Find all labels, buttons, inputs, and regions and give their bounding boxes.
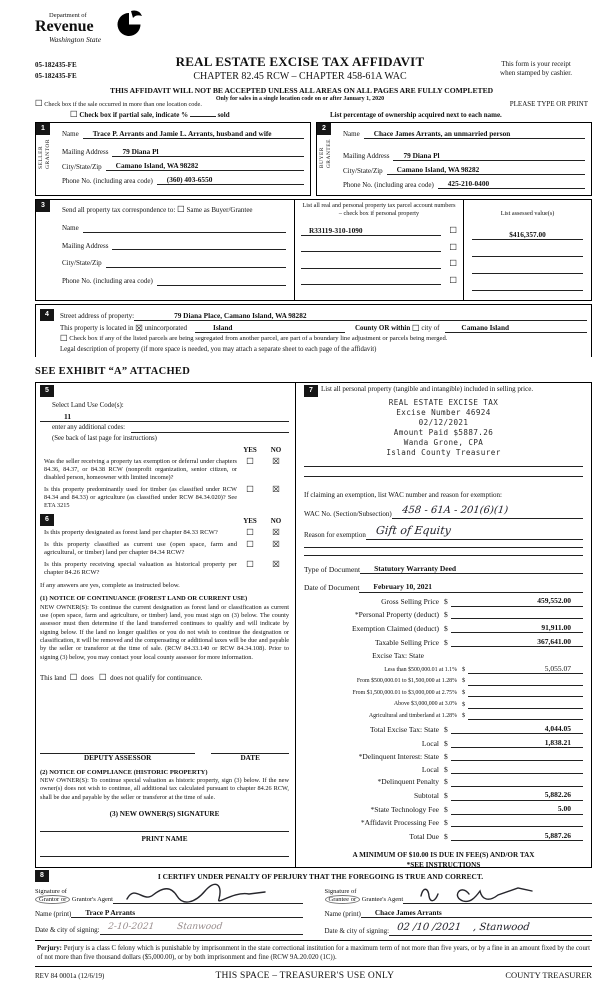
- stamp-amount-paid: Amount Paid $5887.26: [393, 427, 494, 437]
- dor-swirl-icon: [113, 10, 143, 43]
- grantee-name-print-label: Name (print): [324, 909, 361, 918]
- continuance-line: This land ☐ does ☐ does not qualify for continuance.: [40, 672, 203, 683]
- seller-mailing-value: 79 Diana Pl: [112, 147, 304, 157]
- county-or-label: County OR within: [354, 324, 411, 333]
- percent-sold-blank: [190, 116, 216, 117]
- dor-logo: [35, 12, 101, 44]
- does-checkbox: ☐: [69, 672, 78, 683]
- notice-1-body: NEW OWNER(S): To continue the current designation as forest land or classification as current use (open space, farm and agriculture, or timber) land, you must sign on (3) below. The county assessor must then determine if the land transferred continues to qualify and will indicate by signing below. If the land no longer qualifies or you do not wish to continue the designation or classification, it will be removed and the compensating or additional taxes will be due and payable by the seller or transferor at the time of sale. (RCW 84.33.140 or RCW 84.34.108). Prior to signing (3) below, you may contact your local county assessor for more information.: [40, 603, 289, 661]
- total-excise-state-label: Total Excise Tax: State: [369, 724, 439, 734]
- rate-1-label: Less than $500,000.01 at 1.1%: [384, 666, 457, 673]
- same-as-buyer-label: Same as Buyer/Grantee: [186, 206, 253, 214]
- parcel-numbers-column: [295, 199, 464, 301]
- s5-q2-no-checkbox: ☒: [272, 484, 280, 495]
- grantor-name-print-label: Name (print): [35, 909, 72, 918]
- grantee-signature-label: Signature of Grantee or Grantee's Agent: [324, 887, 404, 904]
- stamp-office: Island County Treasurer: [386, 447, 501, 457]
- total-excise-local-label: Local: [421, 738, 439, 748]
- assessed-blank-3: [472, 265, 583, 274]
- seller-phone-label: Phone No. (including area code): [62, 176, 153, 185]
- grantee-signing-date: 02 /10 /2021: [396, 922, 462, 934]
- partial-sale-line: [70, 111, 230, 120]
- buyer-mailing-value: 79 Diana Pl: [393, 151, 585, 161]
- city-value: Camano Island: [445, 323, 587, 333]
- treasurer-space-label: THIS SPACE – TREASURER'S USE ONLY: [215, 971, 395, 982]
- rate-2-label: From $500,000.01 to $1,500,000 at 1.28%: [356, 678, 457, 685]
- rate-5-value: [468, 712, 583, 720]
- s6-q1-no-checkbox: ☒: [272, 528, 280, 539]
- form-header: [0, 0, 600, 122]
- s5-question-2: Is this property predominantly used for timber (as classified under RCW 84.34 and 84.33) or agriculture (as classified under RCW 84.34.020)? See ETA 3215: [44, 485, 237, 509]
- subtotal-label: Subtotal: [413, 791, 439, 801]
- personal-property-deduct-value: [451, 611, 583, 619]
- stamp-cashier: Wanda Grone, CPA: [403, 437, 484, 447]
- total-due-value: 5,887.26: [451, 831, 583, 841]
- delinquent-interest-state-value: [451, 753, 583, 761]
- rate-2-value: [468, 678, 583, 686]
- document-codes: [35, 60, 77, 81]
- corr-city-blank: [106, 267, 286, 268]
- certify-statement: I CERTIFY UNDER PENALTY OF PERJURY THAT THE FOREGOING IS TRUE AND CORRECT.: [157, 871, 484, 881]
- total-excise-local-value: 1,838.21: [451, 738, 583, 748]
- s6-q2-no-checkbox: ☒: [272, 539, 280, 550]
- personal-property-blank-2: [304, 476, 583, 477]
- assessed-value-1: $416,357.00: [472, 230, 583, 240]
- gross-price-value: 459,552.00: [451, 596, 583, 606]
- notice-1-title: (1) NOTICE OF CONTINUANCE (FOREST LAND OR CURRENT USE): [40, 595, 248, 603]
- seller-name-value: Trace P. Arrants and Jamie L. Arrants, husband and wife: [83, 129, 304, 139]
- form-subtitle: CHAPTER 82.45 RCW – CHAPTER 458-61A WAC: [193, 71, 407, 83]
- corr-name-label: Name: [62, 223, 79, 232]
- personal-property-blank-1: [304, 466, 583, 467]
- print-name-label: PRINT NAME: [141, 835, 188, 844]
- s6-question-3: Is this property receiving special valuation as historical property per chapter 84.26 RCW?: [44, 560, 237, 577]
- rate-4-value: [468, 701, 583, 709]
- reason-blank-2: [304, 555, 583, 556]
- doc-type-label: Type of Document: [304, 564, 361, 574]
- doc-date-label: Date of Document: [304, 583, 360, 593]
- certification-section: [35, 870, 592, 936]
- if-yes-note: If any answers are yes, complete as instructed below.: [40, 581, 180, 589]
- document-code-1: 05-182435-FE: [35, 61, 77, 69]
- s6-question-1: Is this property designated as forest land per chapter 84.33 RCW?: [44, 529, 218, 537]
- form-warning: THIS AFFIDAVIT WILL NOT BE ACCEPTED UNLESS ALL AREAS ON ALL PAGES ARE FULLY COMPLETED: [110, 85, 494, 95]
- form-title: REAL ESTATE EXCISE TAX AFFIDAVIT: [175, 54, 425, 69]
- exemption-reason-value: Gift of Equity: [375, 524, 452, 537]
- buyer-city-value: Camano Island, WA 98282: [387, 165, 585, 175]
- form-revision-number: REV 84 0001a (12/6/19): [35, 972, 105, 981]
- state-tech-fee-value: 5.00: [451, 804, 583, 814]
- corr-phone-label: Phone No. (including area code): [62, 277, 153, 285]
- buyer-phone-value: 425-210-0400: [438, 179, 585, 189]
- buyer-city-label: City/State/Zip: [343, 166, 383, 175]
- total-excise-state-value: 4,044.05: [451, 724, 583, 734]
- delinquent-interest-state-label: *Delinquent Interest: State: [358, 751, 439, 761]
- assessed-values-column: [464, 199, 592, 301]
- additional-codes-blank: [131, 432, 289, 433]
- land-use-column: [36, 383, 296, 867]
- buyer-name-value: Chace James Arrants, an unmarried person: [364, 129, 585, 139]
- rate-4-label: Above $3,000,000 at 3.0%: [393, 701, 457, 708]
- rate-3-label: From $1,500,000.01 to $3,000,000 at 2.75%: [352, 689, 457, 696]
- parcel-checkbox-3: ☐: [449, 259, 457, 270]
- buyer-mailing-label: Mailing Address: [343, 152, 390, 161]
- perjury-notice: Perjury: Perjury is a class C felony which is punishable by imprisonment in the state correctional institution for a maximum term of not more than five years, or by a fine in an amount fixed by the court of not more than five thousand dollars ($5,000.00), or by both imprisonment and fine (RCW 9A.20.020 (1C)).: [35, 940, 592, 967]
- rate-3-value: [468, 689, 583, 697]
- seller-section: [35, 122, 311, 196]
- exemption-claimed-label: Exemption Claimed (deduct): [351, 623, 439, 633]
- located-prefix: This property is located in: [60, 324, 134, 333]
- property-address-section: [35, 304, 592, 357]
- grantee-name-print-value: Chace James Arrants: [361, 908, 592, 918]
- excise-tax-column: 7 List all personal property (tangible and intangible) included in selling price. REAL ESTATE EXCISE TAX Excise Number 46924 02/12/2021 Amount Paid $5887.26 Wanda Grone, CPA Island County Treasurer If claiming an exemption, list WAC number and reason for exemption: WAC No. (Section/Subsection) 458 - 61A - 201(6)(1) Reason for exemption Gift of Equity Type of Document Statutory Warranty Deed Date of Document February 10, 2021 Gross Selling Price $ 459,552.00 *Personal Property (deduct) $ Exemption Claimed (deduct) $ 91,911.00 Taxable Selling Price $ 367,641.00 Excise Tax: State Less than $500,000.01 at 1.1% $ 5,055.07 From $500,000.01 to $1,500,000 at 1.28% $ From $1,500,000.01 to $3,000,000 at 2.75% $ Above $3,000,000 at 3.0% $ Agricultural and timberland at 1.28% $ Total Excise Tax: State $ 4,044.05 Local $ 1,838.21 *Delinquent Interest: State $ Local $ *Delinquent Penalty $ Subtotal $ 5,882.26 *State Technology Fee $ 5.00 *Affidavit Processing Fee $ Total Due $ 5,887.26 A MINIMUM OF $10.00 IS DUE IN FEE(S) AND/OR TAX *SEE INSTRUCTIONS: [296, 383, 591, 867]
- section-3-row: [35, 199, 592, 301]
- parcel-column-header: List all real and personal property tax parcel account numbers – check box if personal property: [302, 202, 456, 217]
- section-4-tab: 4: [40, 309, 54, 321]
- s6-q3-yes-checkbox: ☐: [246, 559, 254, 570]
- notice-2-title: (2) NOTICE OF COMPLIANCE (HISTORIC PROPERTY): [40, 768, 208, 776]
- rate-1-value: 5,055.07: [468, 664, 583, 674]
- seller-name-label: Name: [62, 130, 79, 139]
- footer-row: [35, 970, 592, 983]
- title-block: [110, 54, 494, 104]
- notice-2-body: NEW OWNER(S): To continue special valuation as historic property, sign (3) below. If the new owner(s) does not wish to continue, all additional tax calculated pursuant to chapter 84.26 RCW, shall be due and payable by the seller or transferor at the time of sale.: [40, 777, 289, 801]
- section-5-tab: 5: [40, 385, 54, 397]
- s6-q1-yes-checkbox: ☐: [246, 528, 254, 539]
- treasurer-stamp: [304, 398, 583, 457]
- parcel-blank-2: [301, 251, 441, 252]
- single-location-note: Only for sales in a single location code on or after January 1, 2020: [215, 96, 385, 103]
- personal-property-header: List all personal property (tangible and intangible) included in selling price.: [321, 385, 534, 394]
- parcel-blank-3: [301, 268, 441, 269]
- section-7-tab: 7: [304, 385, 318, 397]
- rate-5-label: Agricultural and timberland at 1.28%: [368, 713, 457, 719]
- grantor-name-print-value: Trace P Arrants: [71, 908, 302, 918]
- party-sections: [35, 122, 592, 196]
- doc-type-value: Statutory Warranty Deed: [360, 564, 523, 574]
- logo-revenue-text: Revenue: [35, 18, 94, 36]
- personal-property-deduct-label: *Personal Property (deduct): [354, 610, 439, 619]
- buyer-name-label: Name: [343, 130, 360, 139]
- unincorporated-checkbox: ☒: [135, 323, 143, 334]
- unincorporated-label: unincorporated: [144, 324, 187, 333]
- street-address-label: Street address of property:: [60, 312, 135, 321]
- partial-sale-checkbox: ☐: [70, 110, 78, 120]
- partial-sale-suffix: sold: [217, 111, 230, 119]
- grantee-signing-city: , Stanwood: [472, 922, 531, 934]
- buyer-phone-label: Phone No. (including area code): [343, 180, 434, 189]
- excise-tax-state-header: Excise Tax: State: [372, 650, 424, 660]
- corr-name-blank: [83, 232, 286, 233]
- s5-question-1: Was the seller receiving a property tax exemption or deferral under chapters 84.36, 84.37, or 84.38 RCW (nonprofit organization, senior citizen, or disabled person, homeowner with limited income)?: [44, 458, 237, 482]
- exhibit-a-note: SEE EXHIBIT “A” ATTACHED: [35, 366, 191, 378]
- buyer-side-label: BUYER GRANTEE: [319, 139, 332, 169]
- does-not-checkbox: ☐: [98, 672, 107, 683]
- corr-mailing-blank: [112, 249, 286, 250]
- partial-sale-label: Check box if partial sale, indicate %: [79, 111, 189, 119]
- subtotal-value: 5,882.26: [451, 790, 583, 800]
- grantee-date-city-label: Date & city of signing:: [324, 927, 390, 936]
- section-1-tab: 1: [36, 123, 50, 135]
- stamp-title: REAL ESTATE EXCISE TAX: [388, 398, 499, 408]
- receipt-note: This form is your receipt when stamped by cashier.: [500, 60, 572, 78]
- correspondence-label: Send all property tax correspondence to:: [62, 206, 176, 214]
- logo-state-text: Washington State: [49, 34, 102, 44]
- s5-q2-yes-checkbox: ☐: [246, 484, 254, 495]
- delinquent-penalty-value: [451, 779, 583, 787]
- delinquent-interest-local-label: Local: [421, 764, 439, 774]
- affidavit-fee-label: *Affidavit Processing Fee: [360, 818, 439, 827]
- see-instructions-note: *SEE INSTRUCTIONS: [406, 861, 481, 870]
- stamp-date: 02/12/2021: [418, 417, 469, 427]
- land-use-code-value: 11: [40, 412, 289, 422]
- affidavit-fee-value: [451, 819, 583, 827]
- county-treasurer-label: COUNTY TREASURER: [505, 970, 592, 981]
- county-value: Island: [195, 323, 345, 333]
- segregated-checkbox: ☐: [60, 334, 68, 345]
- wac-number-value: 458 - 61A - 201(6)(1): [401, 505, 509, 517]
- doc-date-value: February 10, 2021: [359, 582, 583, 592]
- parcel-number-value: R33119-310-1090: [301, 226, 441, 236]
- city-checkbox: ☐: [411, 323, 420, 334]
- new-owner-signature-line: [40, 831, 289, 832]
- s6-q2-yes-checkbox: ☐: [246, 539, 254, 550]
- buyer-section: [316, 122, 592, 196]
- main-two-column-region: [35, 382, 592, 868]
- please-type-note: PLEASE TYPE OR PRINT: [509, 100, 588, 108]
- new-owner-signature-label: (3) NEW OWNER(S) SIGNATURE: [109, 810, 220, 819]
- multi-location-line: [35, 100, 202, 109]
- grantee-signature-block: [325, 884, 593, 936]
- wac-number-label: WAC No. (Section/Subsection): [304, 510, 392, 519]
- total-due-label: Total Due: [409, 831, 439, 841]
- additional-codes-label: enter any additional codes:: [52, 424, 126, 432]
- minimum-due-note: A MINIMUM OF $10.00 IS DUE IN FEE(S) AND/OR TAX: [352, 851, 535, 860]
- date-label: DATE: [240, 753, 260, 762]
- grantor-signing-date: 2-10-2021: [107, 922, 155, 933]
- grantee-pen-circle: Grantee or: [325, 895, 361, 904]
- deputy-assessor-label: DEPUTY ASSESSOR: [83, 753, 152, 762]
- gross-price-label: Gross Selling Price: [381, 597, 439, 607]
- seller-mailing-label: Mailing Address: [62, 148, 109, 157]
- delinquent-interest-local-value: [451, 766, 583, 774]
- state-tech-fee-label: *State Technology Fee: [370, 805, 439, 815]
- section-2-tab: 2: [317, 123, 331, 135]
- exemption-note: If claiming an exemption, list WAC number and reason for exemption:: [304, 491, 502, 500]
- grantee-signature: [403, 884, 592, 904]
- section-6-tab: 6: [40, 514, 54, 526]
- multi-location-checkbox: ☐: [35, 99, 43, 109]
- logo-dept-text: Department of: [49, 12, 87, 19]
- grantor-signing-city: Stanwood: [177, 922, 224, 933]
- assessed-blank-2: [472, 248, 583, 257]
- corr-mailing-label: Mailing Address: [62, 241, 109, 250]
- see-back-note: (See back of last page for instructions): [52, 434, 157, 442]
- seller-city-value: Camano Island, WA 98282: [106, 161, 304, 171]
- seller-city-label: City/State/Zip: [62, 162, 102, 171]
- assessed-blank-4: [472, 282, 583, 291]
- corr-city-label: City/State/Zip: [62, 259, 102, 268]
- section-8-tab: 8: [35, 870, 49, 882]
- s5-q1-yes-checkbox: ☐: [246, 457, 254, 468]
- document-code-2: 05-182435-FE: [35, 71, 77, 80]
- grantor-signature-label: Signature of Grantor or Grantor's Agent: [35, 887, 113, 904]
- city-of-label: city of: [421, 324, 440, 333]
- seller-phone-value: (360) 403-6550: [157, 175, 304, 185]
- segregated-label: Check box if any of the listed parcels are being segregated from another parcel, are part of a boundary line adjustment or parcels being merged.: [69, 335, 448, 343]
- legal-description-label: Legal description of property (if more space is needed, you may attach a separate sheet to each page of the affidavit): [60, 345, 377, 353]
- seller-side-label: SELLER GRANTOR: [38, 139, 51, 169]
- same-as-buyer-checkbox: ☐: [177, 205, 185, 215]
- corr-phone-blank: [157, 285, 286, 286]
- ownership-note: List percentage of ownership acquired next to each name.: [330, 111, 502, 119]
- parcel-checkbox-1: ☐: [449, 226, 457, 237]
- assessed-column-header: List assessed value(s): [500, 210, 555, 217]
- grantor-pen-circle: Grantor or: [35, 895, 70, 904]
- yes-header: YES: [243, 446, 257, 455]
- stamp-excise-number: Excise Number 46924: [396, 408, 491, 418]
- tax-correspondence-section: [35, 199, 295, 301]
- reason-blank-1: [304, 547, 583, 548]
- section-3-tab: 3: [36, 200, 50, 212]
- taxable-price-label: Taxable Selling Price: [374, 637, 439, 647]
- land-use-label: Select Land Use Code(s):: [52, 401, 124, 410]
- s6-yes-header: YES: [243, 517, 257, 526]
- grantor-date-city-label: Date & city of signing:: [35, 925, 100, 934]
- taxable-price-value: 367,641.00: [451, 637, 583, 647]
- exemption-claimed-value: 91,911.00: [451, 623, 583, 633]
- parcel-checkbox-4: ☐: [449, 275, 457, 286]
- street-address-value: 79 Diana Place, Camano Island, WA 98282: [134, 311, 587, 321]
- parcel-blank-4: [301, 284, 441, 285]
- delinquent-penalty-label: *Delinquent Penalty: [377, 777, 439, 787]
- multi-location-label: Check box if the sale occurred in more than one location code.: [44, 101, 202, 108]
- s6-no-header: NO: [270, 517, 282, 526]
- grantor-signature-block: [35, 884, 303, 936]
- s6-q3-no-checkbox: ☒: [272, 559, 280, 570]
- s6-question-2: Is this property classified as current use (open space, farm and agricultural, or timber) land per chapter 84.34 RCW?: [44, 540, 237, 557]
- parcel-checkbox-2: ☐: [449, 242, 457, 253]
- grantor-signature: [113, 884, 303, 904]
- s5-q1-no-checkbox: ☒: [272, 457, 280, 468]
- print-name-line: [40, 856, 289, 857]
- no-header: NO: [270, 446, 282, 455]
- exemption-reason-label: Reason for exemption: [304, 531, 366, 540]
